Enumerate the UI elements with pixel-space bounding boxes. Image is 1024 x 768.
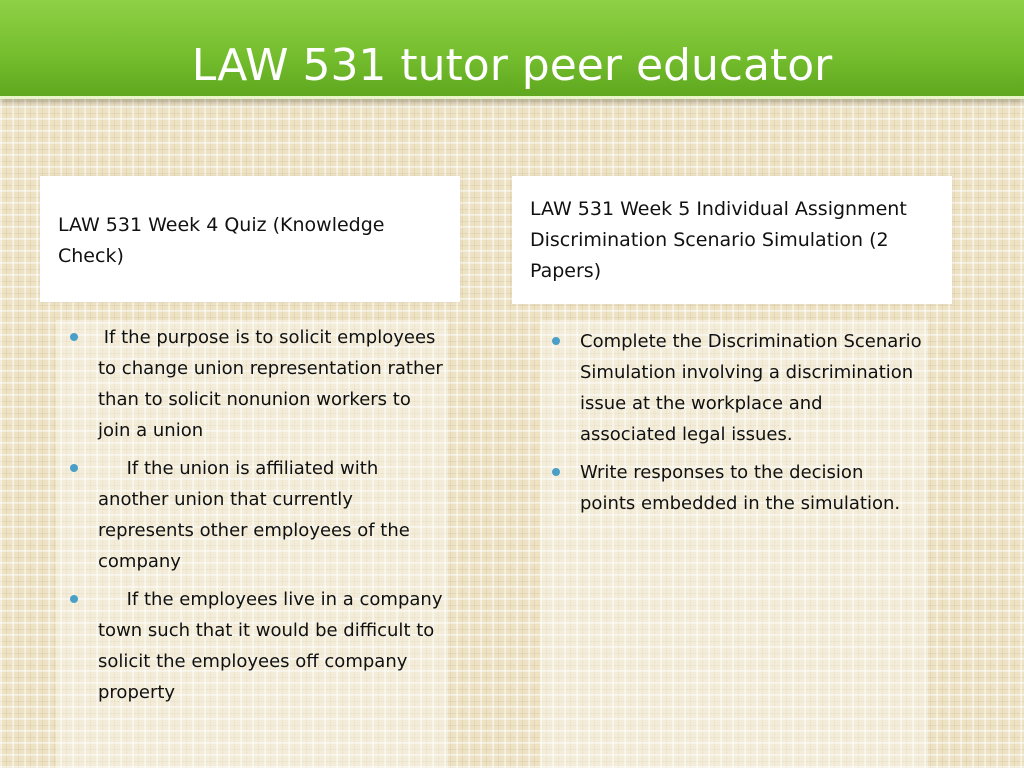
- left-heading: LAW 531 Week 4 Quiz (Knowledge Check): [58, 214, 385, 267]
- bullet-dot-icon: [70, 595, 78, 603]
- bullet-dot-icon: [70, 464, 78, 472]
- bullet-dot-icon: [552, 468, 560, 476]
- left-bullet-list: [70, 322, 448, 715]
- right-heading-box: [512, 176, 952, 304]
- bullet-dot-icon: [552, 337, 560, 345]
- list-item: [552, 326, 922, 450]
- bullet-text: If the union is affiliated with another union that currently represents other employees of the company: [98, 458, 416, 572]
- list-item: [70, 322, 448, 446]
- bullet-text: If the purpose is to solicit employees to change union representation rather than to solicit nonunion workers to join a union: [98, 327, 449, 441]
- right-bullet-list: [552, 326, 922, 526]
- list-item: [70, 453, 448, 577]
- title-bar: [0, 0, 1024, 99]
- left-heading-box: [40, 176, 460, 302]
- bullet-text: Write responses to the decision points embedded in the simulation.: [580, 462, 901, 514]
- right-heading: LAW 531 Week 5 Individual Assignment Discrimination Scenario Simulation (2 Papers): [530, 198, 907, 282]
- slide-title: LAW 531 tutor peer educator: [191, 40, 833, 91]
- bullet-text: Complete the Discrimination Scenario Simulation involving a discrimination issue at the workplace and associated legal issues.: [580, 331, 922, 445]
- bullet-text: If the employees live in a company town such that it would be difficult to solicit the employees off company property: [98, 589, 449, 703]
- bullet-dot-icon: [70, 333, 78, 341]
- list-item: [552, 457, 922, 519]
- list-item: [70, 584, 448, 708]
